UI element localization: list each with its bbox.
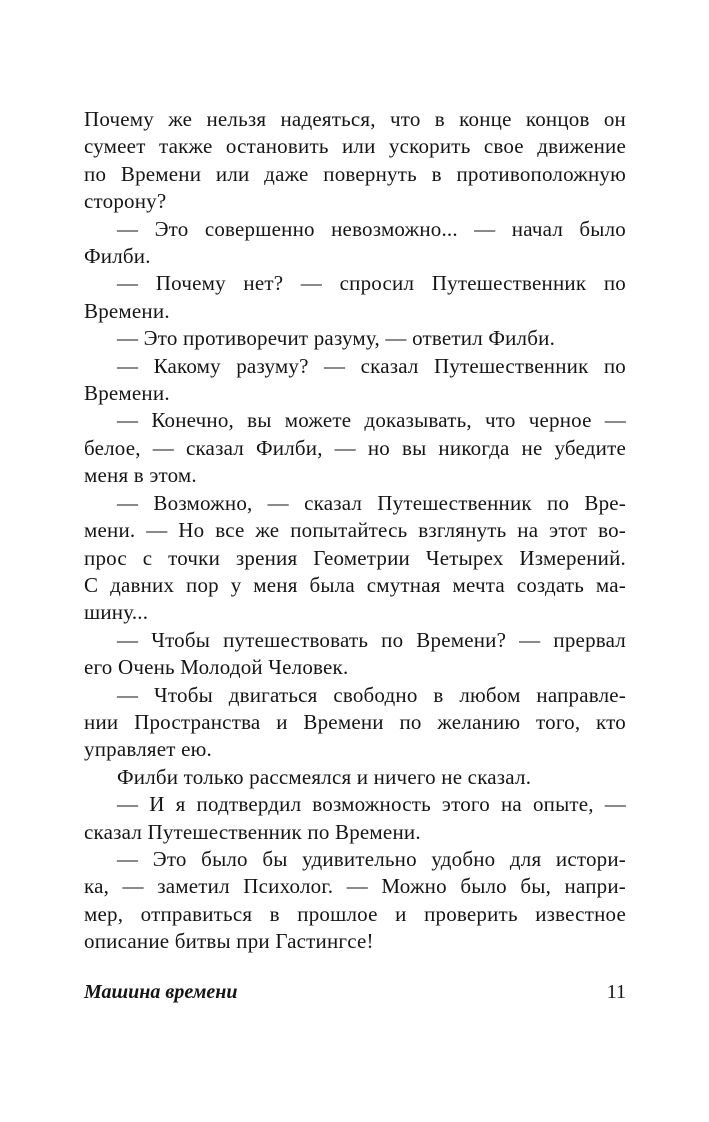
text-line: — Чтобы путешествовать по Времени? — прервал	[117, 627, 626, 652]
text-line: сумеет также остановить или ускорить свое движение	[84, 134, 626, 159]
text-line: — Это противоречит разуму, — ответил Филби.	[117, 326, 556, 351]
text-line: — Какому разуму? — сказал Путешественник по	[117, 353, 626, 378]
text-line: по Времени или даже повернуть в противоположную	[84, 161, 626, 186]
paragraph	[84, 627, 626, 682]
paragraph	[84, 325, 626, 352]
paragraph	[84, 764, 626, 791]
text-line: Времени.	[84, 298, 170, 323]
text-line: С давних пор у меня была смутная мечта создать ма-	[84, 572, 626, 597]
text-line: Филби.	[84, 244, 151, 269]
page-footer	[84, 980, 626, 1004]
text-line: Почему же нельзя надеяться, что в конце концов он	[84, 107, 626, 131]
text-line: — Чтобы двигаться свободно в любом направле-	[117, 682, 626, 707]
paragraph	[84, 846, 626, 956]
paragraph	[84, 270, 626, 325]
text-line: управляет ею.	[84, 737, 212, 762]
text-line: мер, отправиться в прошлое и проверить известное	[84, 901, 626, 926]
paragraph	[84, 353, 626, 408]
text-line: — Почему нет? — спросил Путешественник по	[117, 271, 626, 296]
text-line: ка, — заметил Психолог. — Можно было бы, напри-	[84, 874, 626, 899]
text-line: — Конечно, вы можете доказывать, что черное —	[117, 408, 626, 433]
text-line: описание битвы при Гастингсе!	[84, 929, 374, 954]
text-line: — Это было бы удивительно удобно для истори-	[117, 846, 626, 871]
text-line: Филби только рассмеялся и ничего не сказал.	[117, 764, 532, 789]
paragraph	[84, 407, 626, 489]
text-line: Времени.	[84, 381, 170, 406]
text-line: меня в этом.	[84, 463, 197, 488]
text-line: сказал Путешественник по Времени.	[84, 819, 421, 844]
text-line: мени. — Но все же попытайтесь взглянуть на этот во-	[84, 518, 626, 543]
paragraph	[84, 682, 626, 764]
text-line: сторону?	[84, 189, 167, 214]
text-line: нии Пространства и Времени по желанию того, кто	[84, 709, 626, 734]
footer-page-number: 11	[606, 981, 626, 1003]
paragraph	[84, 216, 626, 271]
paragraph	[84, 490, 626, 627]
text-line: белое, — сказал Филби, — но вы никогда не убедите	[84, 435, 626, 460]
footer-book-title: Машина времени	[84, 981, 238, 1003]
text-line: — Возможно, — сказал Путешественник по Вре-	[117, 490, 626, 515]
text-line: прос с точки зрения Геометрии Четырех Измерений.	[84, 545, 626, 570]
paragraph	[84, 791, 626, 846]
text-block	[84, 106, 626, 956]
text-line: его Очень Молодой Человек.	[84, 655, 349, 680]
text-line: — Это совершенно невозможно... — начал было	[117, 216, 626, 241]
paragraph	[84, 106, 626, 216]
text-line: — И я подтвердил возможность этого на опыте, —	[117, 792, 626, 817]
text-line: шину...	[84, 600, 149, 625]
